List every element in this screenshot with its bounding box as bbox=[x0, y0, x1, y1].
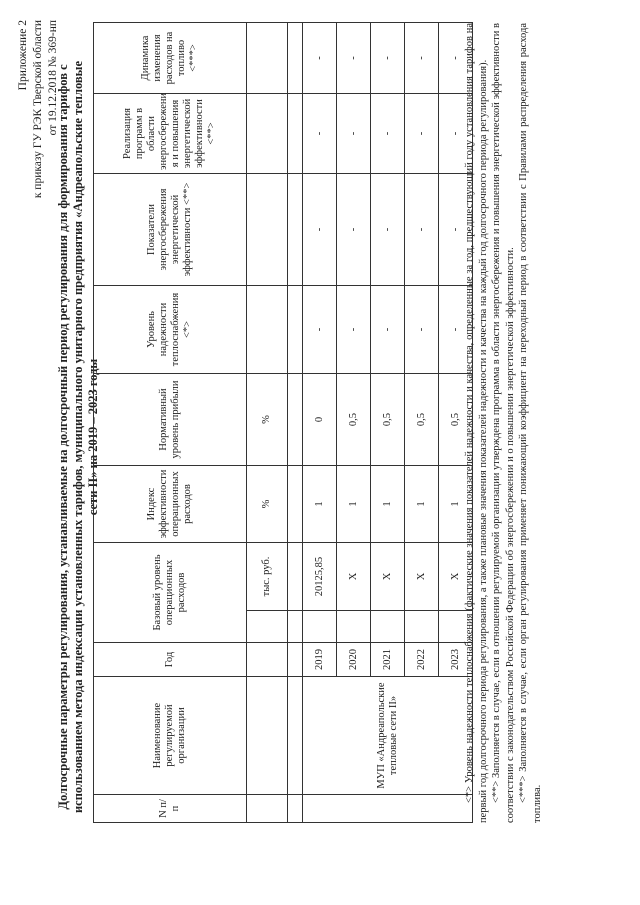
cell-reliability: - bbox=[371, 286, 405, 374]
col-year-header: Год bbox=[94, 643, 247, 677]
cell-index: 1 bbox=[337, 466, 371, 543]
unit-index: % bbox=[247, 466, 288, 543]
cell-program: - bbox=[303, 94, 337, 174]
cell-profit: 0,5 bbox=[439, 374, 473, 466]
col-profit-header: Нормативный уровень прибыли bbox=[94, 374, 247, 466]
cell-index: 1 bbox=[405, 466, 439, 543]
numbering-row bbox=[288, 23, 303, 823]
col-base-header: Базовый уровень операционных расходов bbox=[94, 543, 247, 643]
table-row bbox=[303, 23, 337, 823]
cell-index: 1 bbox=[303, 466, 337, 543]
cell-energy: - bbox=[337, 174, 371, 286]
cell-program: - bbox=[337, 94, 371, 174]
unit-base: тыс. руб. bbox=[247, 543, 288, 611]
appendix-line: к приказу ГУ РЭК Тверской области bbox=[32, 20, 44, 199]
footnote: <*> Уровень надежности теплоснабжения (фактические значения показателей надежности и качества, определенные за год, предшествующий году установления тарифов на первый год долгосрочного периода регулирования, а также плановые значения показателей надежности и качества на каждый год долгосрочного периода регулирования). bbox=[464, 23, 489, 823]
col-fuel-header: Динамика изменения расходов на топливо <***> bbox=[94, 23, 247, 94]
cell-energy: - bbox=[303, 174, 337, 286]
cell-energy: - bbox=[405, 174, 439, 286]
cell-reliability: - bbox=[405, 286, 439, 374]
cell-index: 1 bbox=[439, 466, 473, 543]
cell-fuel: - bbox=[337, 23, 371, 94]
col-reliability-header: Уровень надежности теплоснабжения <*> bbox=[94, 286, 247, 374]
cell-base: Х bbox=[337, 543, 371, 611]
cell-year: 2022 bbox=[405, 643, 439, 677]
header-row bbox=[94, 23, 247, 823]
appendix-line: от 19.12.2018 № 369-нп bbox=[47, 20, 59, 136]
footnotes bbox=[463, 23, 544, 823]
cell-profit: 0 bbox=[303, 374, 337, 466]
cell-year: 2020 bbox=[337, 643, 371, 677]
appendix-line: Приложение 2 bbox=[17, 20, 29, 91]
cell-profit: 0,5 bbox=[405, 374, 439, 466]
col-org-header: Наименование регулируемой организации bbox=[94, 677, 247, 795]
footnote: <**> Заполняется в случае, если в отношении регулируемой организации утверждена программа в области энергосбережения и повышения энергетической эффективности в соответствии с законодательством Российской Федерации об энергосбережении и о повышении энергетической эффективности. bbox=[491, 23, 516, 823]
cell-year: 2021 bbox=[371, 643, 405, 677]
cell-profit: 0,5 bbox=[337, 374, 371, 466]
cell-energy: - bbox=[439, 174, 473, 286]
cell-base: Х bbox=[405, 543, 439, 611]
col-num-header: N п/п bbox=[94, 795, 247, 823]
col-index-header: Индекс эффективности операционных расходов bbox=[94, 466, 247, 543]
cell-reliability: - bbox=[303, 286, 337, 374]
cell-program: - bbox=[439, 94, 473, 174]
cell-energy: - bbox=[371, 174, 405, 286]
col-program-header: Реализация программ в области энергосбережени я и повышения энергетической эффективности <**> bbox=[94, 94, 247, 174]
cell-reliability: - bbox=[439, 286, 473, 374]
organization-name: МУП «Андреапольские тепловые сети II» bbox=[303, 677, 473, 795]
cell-program: - bbox=[405, 94, 439, 174]
cell-year: 2019 bbox=[303, 643, 337, 677]
cell-program: - bbox=[371, 94, 405, 174]
units-row bbox=[247, 23, 288, 823]
cell-reliability: - bbox=[337, 286, 371, 374]
cell-fuel: - bbox=[439, 23, 473, 94]
cell-index: 1 bbox=[371, 466, 405, 543]
cell-fuel: - bbox=[405, 23, 439, 94]
cell-fuel: - bbox=[371, 23, 405, 94]
cell-year: 2023 bbox=[439, 643, 473, 677]
cell-profit: 0,5 bbox=[371, 374, 405, 466]
document-title: Долгосрочные параметры регулирования, устанавливаемые на долгосрочный период регулирования для формирования тарифов с использованием метода индексации установленных тарифов, муниципального унитарного предприятия «Андреапольские тепловые сети II» на 2019 – 2023 годы bbox=[56, 61, 100, 814]
appendix-header bbox=[16, 20, 61, 198]
cell-base: Х bbox=[439, 543, 473, 611]
footnote: <***> Заполняется в случае, если орган регулирования применяет понижающий коэффициент на переходный период в соответствии с Правилами распределения расхода топлива. bbox=[518, 23, 543, 823]
unit-profit: % bbox=[247, 374, 288, 466]
col-energy-header: Показатели энергосбережения энергетической эффективности <**> bbox=[94, 174, 247, 286]
cell-base: Х bbox=[371, 543, 405, 611]
cell-fuel: - bbox=[303, 23, 337, 94]
parameters-table bbox=[93, 22, 473, 823]
cell-base: 20125,85 bbox=[303, 543, 337, 611]
